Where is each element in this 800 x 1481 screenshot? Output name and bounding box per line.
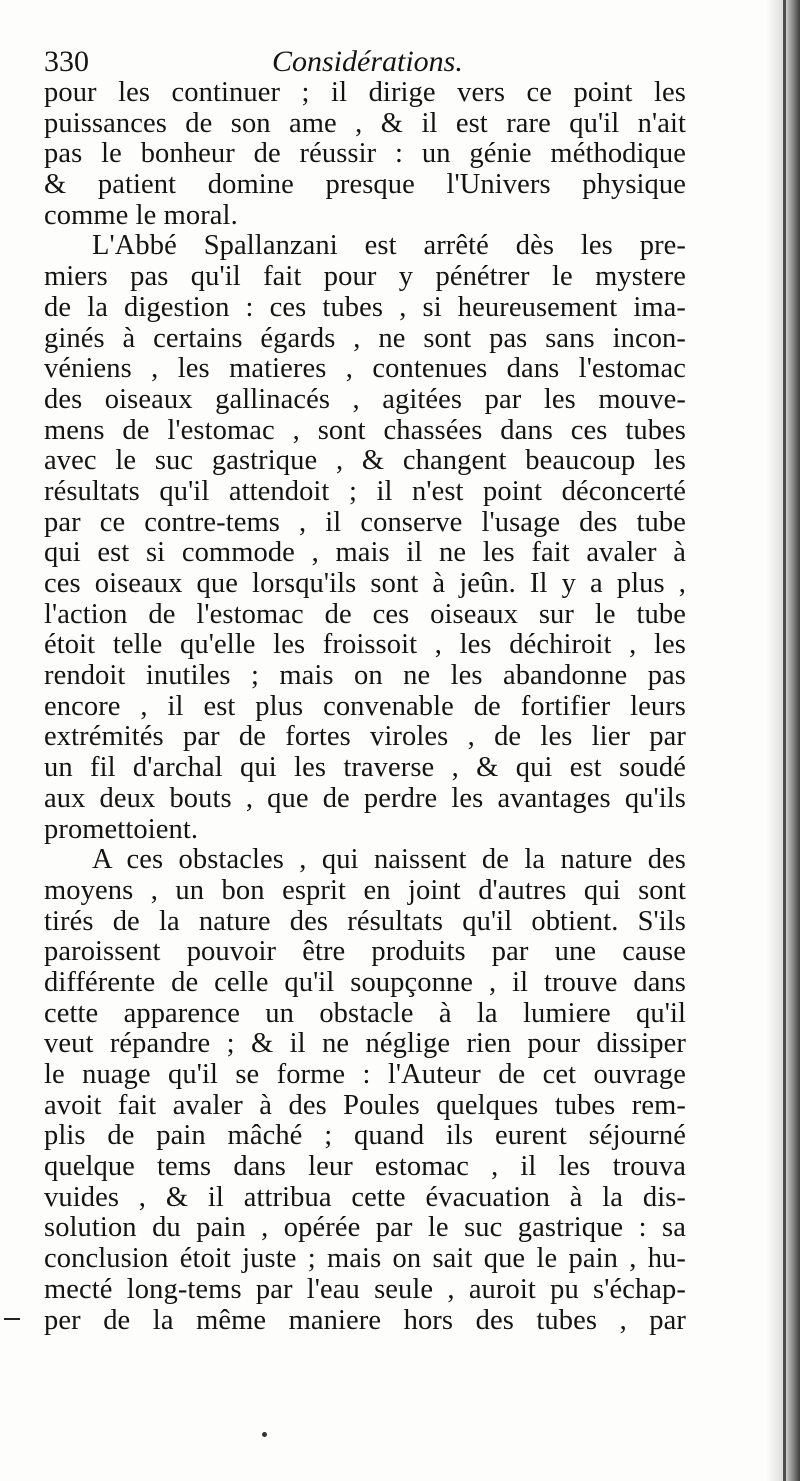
text-line: un fil d'archal qui les traverse , & qui est soudé	[44, 752, 686, 784]
text-line: miers pas qu'il fait pour y pénétrer le mystere	[44, 261, 686, 293]
text-line: plis de pain mâché ; quand ils eurent séjourné	[44, 1120, 686, 1152]
text-line: différente de celle qu'il soupçonne , il trouve dans	[44, 966, 686, 998]
text-line: vuides , & il attribua cette évacuation à la dis-	[44, 1181, 686, 1213]
text-line: pour les continuer ; il dirige vers ce point les	[44, 77, 686, 108]
text-line: de la digestion : ces tubes , si heureusement ima-	[44, 291, 686, 323]
text-line: per de la même maniere hors des tubes , par	[44, 1304, 686, 1336]
text-line: aux deux bouts , que de perdre les avantages qu'ils	[44, 782, 686, 814]
text-line: avoit fait avaler à des Poules quelques tubes rem-	[44, 1089, 686, 1121]
text-line: l'action de l'estomac de ces oiseaux sur le tube	[44, 598, 686, 630]
body-text	[44, 78, 686, 1336]
page-number: 330	[44, 45, 89, 78]
text-line: puissances de son ame , & il est rare qu'il n'ait	[44, 107, 686, 139]
paragraph-start-line: A ces obstacles , qui naissent de la nature des	[92, 844, 686, 876]
text-line: rendoit inutiles ; mais on ne les abandonne pas	[44, 660, 686, 692]
text-line: paroissent pouvoir être produits par une cause	[44, 936, 686, 968]
text-line: & patient domine presque l'Univers physique	[44, 169, 686, 201]
text-line: ces oiseaux que lorsqu'ils sont à jeûn. Il y a plus ,	[44, 568, 686, 599]
page-header	[44, 42, 684, 82]
text-line: des oiseaux gallinacés , agitées par les mouve-	[44, 383, 686, 415]
margin-mark	[4, 1318, 20, 1320]
text-line: conclusion étoit juste ; mais on sait que le pain , hu-	[44, 1243, 686, 1275]
text-line: véniens , les matieres , contenues dans l'estomac	[44, 353, 686, 385]
text-line: mecté long-tems par l'eau seule , auroit pu s'échap-	[44, 1273, 686, 1305]
text-line: mens de l'estomac , sont chassées dans ces tubes	[44, 414, 686, 446]
text-line: étoit telle qu'elle les froissoit , les déchiroit , les	[44, 629, 686, 661]
text-line: tirés de la nature des résultats qu'il obtient. S'ils	[44, 905, 686, 937]
text-line: extrémités par de fortes viroles , de les lier par	[44, 721, 686, 753]
ink-speck	[262, 1432, 267, 1437]
text-line: comme le moral.	[44, 199, 238, 231]
text-line: promettoient.	[44, 813, 199, 845]
text-line: cette apparence un obstacle à la lumiere qu'il	[44, 997, 686, 1029]
text-line: pas le bonheur de réussir : un génie méthodique	[44, 138, 686, 170]
text-line: ginés à certains égards , ne sont pas sans incon-	[44, 322, 686, 354]
text-line: par ce contre-tems , il conserve l'usage des tube	[44, 506, 686, 538]
text-line: avec le suc gastrique , & changent beaucoup les	[44, 445, 686, 477]
paragraph-start-line: L'Abbé Spallanzani est arrêté dès les pre-	[92, 230, 686, 262]
text-line: solution du pain , opérée par le suc gastrique : sa	[44, 1212, 686, 1244]
text-line: veut répandre ; & il ne néglige rien pour dissiper	[44, 1028, 686, 1060]
running-title: Considérations.	[272, 45, 463, 78]
text-line: le nuage qu'il se forme : l'Auteur de cet ouvrage	[44, 1059, 686, 1090]
text-line: résultats qu'il attendoit ; il n'est point déconcerté	[44, 475, 686, 507]
text-line: quelque tems dans leur estomac , il les trouva	[44, 1151, 686, 1183]
text-line: moyens , un bon esprit en joint d'autres qui sont	[44, 874, 686, 906]
text-line: qui est si commode , mais il ne les fait avaler à	[44, 537, 686, 569]
gutter-edge	[783, 0, 786, 1481]
text-line: encore , il est plus convenable de fortifier leurs	[44, 690, 686, 722]
